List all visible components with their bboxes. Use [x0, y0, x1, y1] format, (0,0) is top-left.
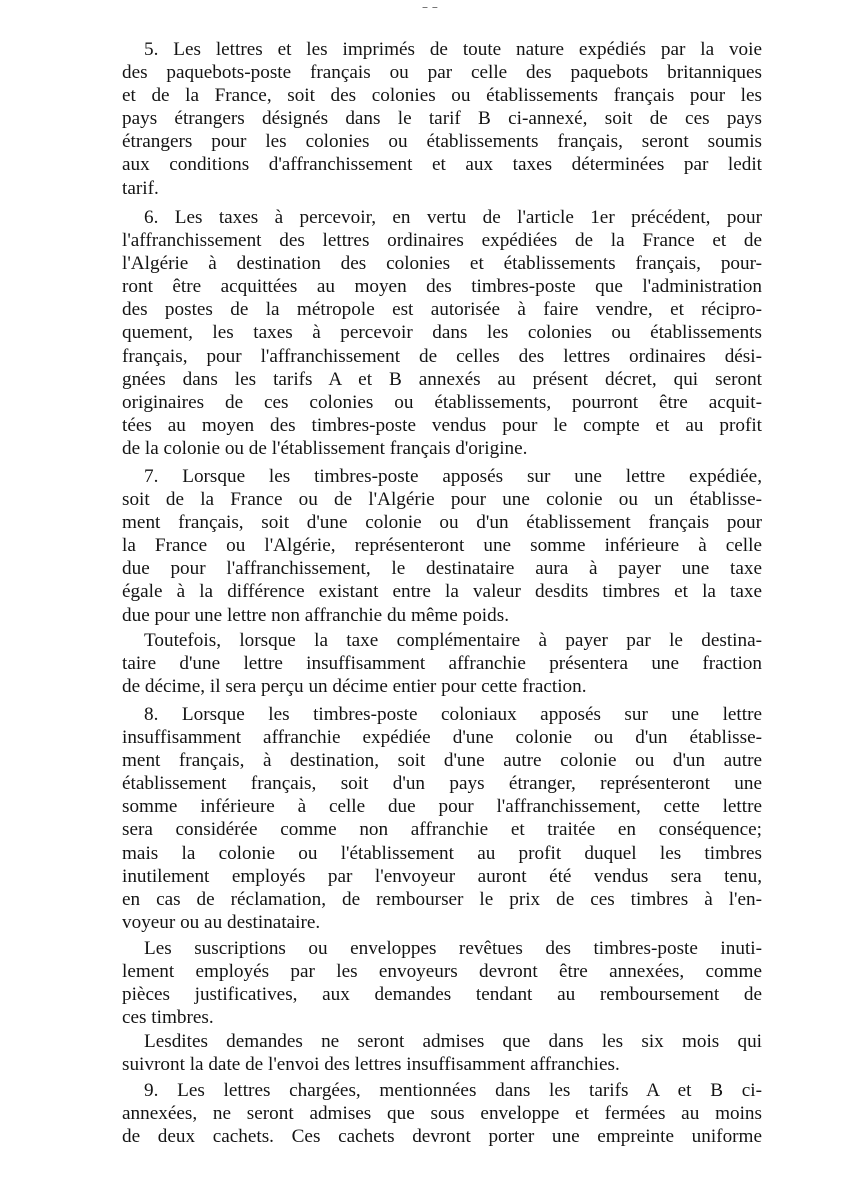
text-line: suivront la date de l'envoi des lettres insuffisamment affranchies.: [122, 1054, 620, 1076]
text-line: et de la France, soit des colonies ou établissements français pour les: [122, 85, 762, 107]
text-line: mais la colonie ou l'établissement au profit duquel les timbres: [122, 842, 762, 864]
text-line: gnées dans les tarifs A et B annexés au présent décret, qui seront: [122, 368, 762, 390]
text-line: ces timbres.: [122, 1007, 214, 1029]
page-number-marker: – –: [422, 0, 438, 14]
text-line: lement employés par les envoyeurs devront être annexées, comme: [122, 961, 762, 983]
text-line: l'Algérie à destination des colonies et établissements français, pour-: [122, 253, 762, 275]
text-line: insuffisamment affranchie expédiée d'une colonie ou d'un établisse-: [122, 727, 762, 749]
text-line: Lesdites demandes ne seront admises que dans les six mois qui: [144, 1031, 762, 1052]
text-line: 8. Lorsque les timbres-poste coloniaux apposés sur une lettre: [144, 704, 762, 725]
article-7-paragraph: [122, 465, 762, 627]
text-line: de deux cachets. Ces cachets devront porter une empreinte uniforme: [122, 1126, 762, 1148]
text-line: originaires de ces colonies ou établissements, pourront être acquit-: [122, 391, 762, 413]
text-line: ront être acquittées au moyen des timbres-poste que l'administration: [122, 276, 762, 298]
text-line: ment français, à destination, soit d'une autre colonie ou d'un autre: [122, 750, 762, 772]
text-line: 5. Les lettres et les imprimés de toute nature expédiés par la voie: [144, 39, 762, 60]
text-line: quement, les taxes à percevoir dans les colonies ou établissements: [122, 322, 762, 344]
text-line: sera considérée comme non affranchie et traitée en conséquence;: [122, 819, 762, 841]
text-line: Les suscriptions ou enveloppes revêtues des timbres-poste inuti-: [144, 938, 762, 959]
article-8-enveloppes-paragraph: [122, 937, 762, 1029]
text-line: pays étrangers désignés dans le tarif B ci-annexé, soit de ces pays: [122, 108, 762, 130]
text-line: annexées, ne seront admises que sous enveloppe et fermées au moins: [122, 1103, 762, 1125]
article-8-demandes-paragraph: [122, 1030, 762, 1076]
text-line: voyeur ou au destinataire.: [122, 911, 321, 933]
article-5-paragraph: [122, 38, 762, 200]
text-line: tarif.: [122, 177, 159, 199]
text-line: étrangers pour les colonies ou établissements français, seront soumis: [122, 131, 762, 153]
text-line: due pour l'affranchissement, le destinataire aura à payer une taxe: [122, 558, 762, 580]
text-line: français, pour l'affranchissement de celles des lettres ordinaires dési-: [122, 345, 762, 367]
article-6-paragraph: [122, 206, 762, 460]
text-line: 6. Les taxes à percevoir, en vertu de l'article 1er précédent, pour: [144, 207, 762, 228]
text-line: des postes de la métropole est autorisée à faire vendre, et récipro-: [122, 299, 762, 321]
text-line: soit de la France ou de l'Algérie pour une colonie ou un établisse-: [122, 489, 762, 511]
text-line: taire d'une lettre insuffisamment affranchie présentera une fraction: [122, 653, 762, 675]
text-line: pièces justificatives, aux demandes tendant au remboursement de: [122, 984, 762, 1006]
text-line: due pour une lettre non affranchie du même poids.: [122, 604, 510, 626]
text-line: 9. Les lettres chargées, mentionnées dans les tarifs A et B ci-: [144, 1080, 762, 1101]
text-line: aux conditions d'affranchissement et aux taxes déterminées par ledit: [122, 154, 762, 176]
article-8-paragraph: [122, 703, 762, 934]
text-line: Toutefois, lorsque la taxe complémentaire à payer par le destina-: [144, 630, 762, 651]
text-line: tées au moyen des timbres-poste vendus pour le compte et au profit: [122, 414, 762, 436]
text-line: l'affranchissement des lettres ordinaires expédiées de la France et de: [122, 230, 762, 252]
text-line: 7. Lorsque les timbres-poste apposés sur une lettre expédiée,: [144, 466, 762, 487]
text-line: en cas de réclamation, de rembourser le prix de ces timbres à l'en-: [122, 888, 762, 910]
text-line: des paquebots-poste français ou par celle des paquebots britanniques: [122, 62, 762, 84]
text-line: de la colonie ou de l'établissement français d'origine.: [122, 437, 528, 459]
text-line: somme inférieure à celle due pour l'affranchissement, cette lettre: [122, 796, 762, 818]
text-line: inutilement employés par l'envoyeur auront été vendus sera tenu,: [122, 865, 762, 887]
text-line: de décime, il sera perçu un décime entier pour cette fraction.: [122, 676, 587, 698]
article-7-continuation-paragraph: [122, 629, 762, 698]
text-line: la France ou l'Algérie, représenteront une somme inférieure à celle: [122, 535, 762, 557]
text-line: ment français, soit d'une colonie ou d'un établissement français pour: [122, 512, 762, 534]
article-9-paragraph: [122, 1079, 762, 1148]
text-line: établissement français, soit d'un pays étranger, représenteront une: [122, 773, 762, 795]
text-line: égale à la différence existant entre la valeur desdits timbres et la taxe: [122, 581, 762, 603]
